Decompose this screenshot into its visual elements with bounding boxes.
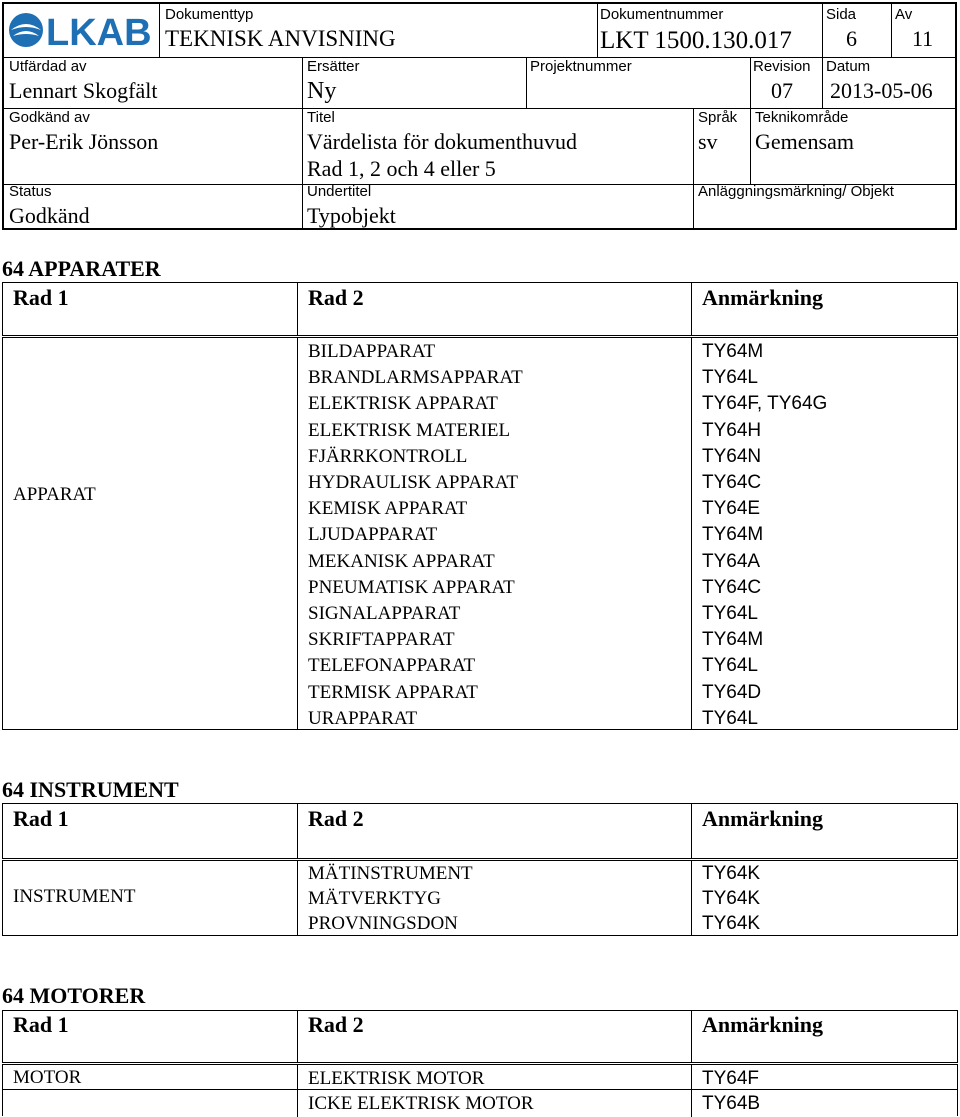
plant-marking-label: Anläggningsmärkning/ Objekt [698, 183, 894, 200]
list-item: ELEKTRISK APPARAT [308, 393, 498, 415]
status-label: Status [9, 183, 52, 200]
list-item: TY64N [702, 445, 762, 467]
title-line-1: Värdelista för dokumenthuvud [307, 129, 578, 154]
rad1-value: INSTRUMENT [13, 886, 136, 907]
remark-list [702, 1066, 760, 1116]
replaces-label: Ersätter [307, 58, 360, 75]
rad1-value: APPARAT [13, 484, 96, 505]
list-item: TY64L [702, 707, 758, 729]
tech-area-label: Teknikområde [755, 109, 849, 126]
list-item: TY64F [702, 1068, 760, 1089]
list-item: TY64H [702, 419, 762, 441]
list-item: TY64L [702, 367, 758, 389]
language: sv [698, 129, 718, 154]
list-item: HYDRAULISK APPARAT [308, 472, 518, 494]
column-header-remark: Anmärkning [702, 285, 824, 310]
list-item: TY64M [702, 629, 764, 651]
remark-list [702, 861, 760, 936]
column-header-rad2: Rad 2 [308, 285, 364, 310]
column-header-remark: Anmärkning [702, 1012, 824, 1037]
list-item: ELEKTRISK MATERIEL [308, 419, 511, 441]
revision-label: Revision [753, 58, 811, 75]
section-title: 64 APPARATER [2, 256, 161, 281]
section-title: 64 INSTRUMENT [2, 777, 179, 802]
list-item: TY64K [702, 913, 761, 934]
list-item: TY64M [702, 341, 764, 362]
section-title: 64 MOTORER [2, 983, 146, 1008]
list-item: BRANDLARMSAPPARAT [308, 367, 523, 389]
svg-text:LKAB: LKAB [46, 12, 152, 52]
language-label: Språk [698, 109, 738, 126]
list-item: TY64A [702, 550, 761, 572]
list-item: MEKANISK APPARAT [308, 550, 495, 572]
doc-number-label: Dokumentnummer [600, 6, 724, 23]
list-item: MÄTVERKTYG [308, 888, 441, 909]
rad2-list [308, 339, 523, 732]
page-count: 11 [912, 26, 934, 51]
list-item: TY64C [702, 576, 762, 598]
column-header-remark: Anmärkning [702, 806, 824, 831]
page-label: Sida [826, 6, 857, 23]
page-number: 6 [846, 26, 857, 51]
column-header-rad1: Rad 1 [13, 1012, 69, 1037]
status: Godkänd [9, 203, 90, 228]
list-item: LJUDAPPARAT [308, 524, 438, 546]
tech-area: Gemensam [755, 129, 854, 154]
list-item: BILDAPPARAT [308, 341, 436, 362]
issued-by-label: Utfärdad av [9, 58, 87, 75]
list-item: TELEFONAPPARAT [308, 655, 476, 677]
list-item: TY64K [702, 863, 761, 884]
list-item: KEMISK APPARAT [308, 498, 468, 520]
data-row [2, 860, 958, 936]
column-header-rad2: Rad 2 [308, 1012, 364, 1037]
column-header-rad1: Rad 1 [13, 285, 69, 310]
list-item: TY64L [702, 655, 758, 677]
subtitle-label: Undertitel [307, 183, 372, 200]
doc-number: LKT 1500.130.017 [600, 27, 792, 54]
date: 2013-05-06 [830, 78, 933, 103]
list-item: TY64K [702, 888, 761, 909]
list-item: TERMISK APPARAT [308, 681, 478, 703]
project-number-label: Projektnummer [530, 58, 632, 75]
list-item: PNEUMATISK APPARAT [308, 576, 515, 598]
approved-by: Per-Erik Jönsson [9, 129, 159, 154]
list-item: SKRIFTAPPARAT [308, 629, 455, 651]
list-item: PROVNINGSDON [308, 913, 458, 934]
title-label: Titel [307, 109, 335, 126]
list-item: ELEKTRISK MOTOR [308, 1068, 485, 1089]
column-header-rad2: Rad 2 [308, 806, 364, 831]
column-header-rad1: Rad 1 [13, 806, 69, 831]
list-item: TY64L [702, 603, 758, 625]
list-item: MÄTINSTRUMENT [308, 863, 473, 884]
doc-type-label: Dokumenttyp [165, 6, 254, 23]
remark-list [702, 339, 827, 732]
list-item: SIGNALAPPARAT [308, 603, 461, 625]
rad2-list [308, 1066, 534, 1116]
doc-type: TEKNISK ANVISNING [165, 26, 396, 51]
title-line-2: Rad 1, 2 och 4 eller 5 [307, 156, 496, 181]
list-item: TY64E [702, 498, 761, 520]
rad2-list [308, 861, 473, 936]
list-item: URAPPARAT [308, 707, 418, 729]
list-item: TY64F, TY64G [702, 393, 828, 415]
revision: 07 [771, 78, 793, 103]
list-item: FJÄRRKONTROLL [308, 445, 468, 467]
date-label: Datum [826, 58, 871, 75]
page-of-label: Av [895, 6, 913, 23]
issued-by: Lennart Skogfält [9, 78, 158, 103]
list-item: TY64M [702, 524, 764, 546]
list-item: TY64C [702, 472, 762, 494]
replaces: Ny [307, 78, 337, 104]
approved-by-label: Godkänd av [9, 109, 90, 126]
list-item: ICKE ELEKTRISK MOTOR [308, 1093, 534, 1114]
lkab-logo [6, 8, 156, 52]
list-item: TY64B [702, 1093, 761, 1114]
subtitle: Typobjekt [307, 203, 396, 228]
list-item: TY64D [702, 681, 762, 703]
rad1-value: MOTOR [13, 1067, 82, 1088]
